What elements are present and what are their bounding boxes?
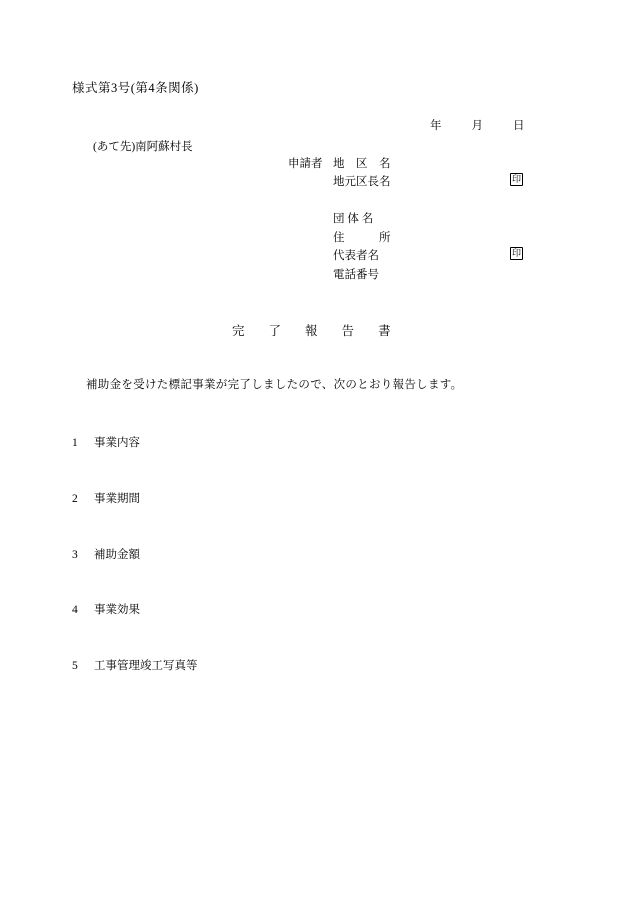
field-district-head-name: 地元区長名 [333, 176, 391, 188]
field-representative-name: 代表者名 [333, 250, 379, 262]
field-address: 住 所 [333, 232, 391, 244]
item-number: 4 [72, 604, 78, 616]
item-number: 5 [72, 660, 78, 672]
date-year: 年 [430, 120, 442, 132]
seal-icon: 印 [511, 248, 521, 258]
title-char-5: 書 [378, 324, 391, 338]
item-label: 事業期間 [94, 493, 140, 505]
title-char-1: 完 [232, 324, 245, 338]
item-number: 3 [72, 549, 78, 561]
field-phone-number: 電話番号 [333, 269, 379, 281]
applicant-label: 申請者 [288, 158, 323, 170]
list-item [72, 657, 198, 673]
item-label: 工事管理竣工写真等 [94, 660, 198, 672]
body-paragraph: 補助金を受けた標記事業が完了しましたので、次のとおり報告します。 [86, 379, 463, 391]
date-day: 日 [513, 120, 525, 132]
field-group-name: 団 体 名 [333, 213, 374, 225]
list-item [72, 434, 140, 450]
field-district-name: 地 区 名 [333, 158, 391, 170]
item-label: 事業効果 [94, 604, 140, 616]
addressee: (あて先)南阿蘇村長 [93, 141, 193, 153]
list-item [72, 546, 140, 562]
page-title [232, 321, 391, 339]
item-number: 1 [72, 437, 78, 449]
seal-icon: 印 [511, 174, 521, 184]
list-item [72, 490, 140, 506]
title-char-4: 告 [341, 324, 355, 338]
form-number: 様式第3号(第4条関係) [72, 81, 199, 95]
item-label: 事業内容 [94, 437, 140, 449]
list-item [72, 601, 140, 617]
title-char-2: 了 [268, 324, 282, 338]
item-label: 補助金額 [94, 549, 140, 561]
seal-district-head [510, 173, 523, 186]
date-month: 月 [471, 120, 483, 132]
date-line [430, 117, 525, 133]
item-number: 2 [72, 493, 78, 505]
title-char-3: 報 [305, 324, 318, 338]
seal-representative [510, 247, 523, 260]
